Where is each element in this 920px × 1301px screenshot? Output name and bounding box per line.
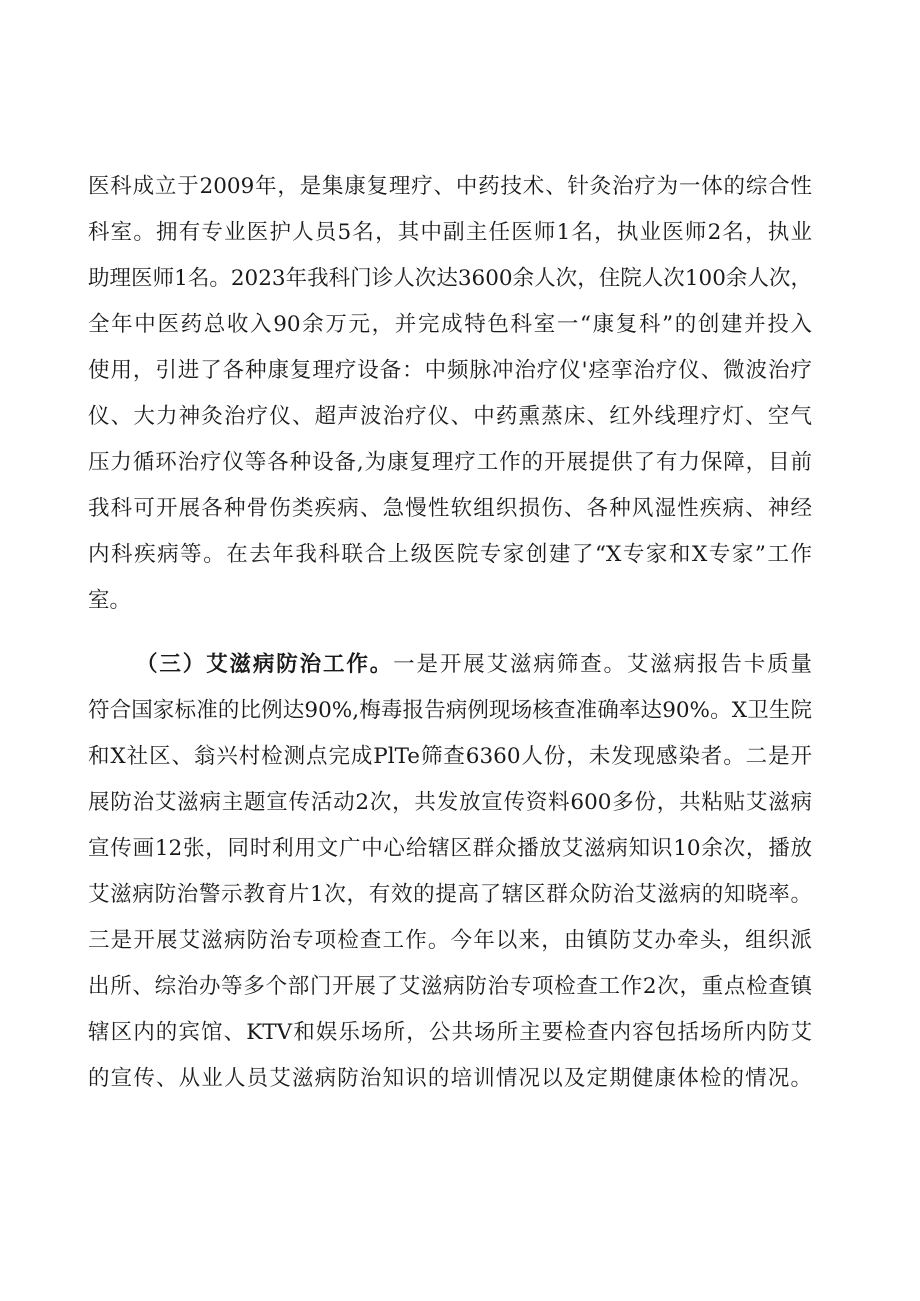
text-line: 室。 [88,588,132,613]
text-line: 内科疾病等。在去年我科联合上级医院专家创建了“X专家和X专家”工作 [88,542,812,567]
text-line: 压力循环治疗仪等各种设备,为康复理疗工作的开展提供了有力保障，目前 [88,450,812,475]
text-line: 三是开展艾滋病防治专项检查工作。今年以来，由镇防艾办牵头，组织派 [88,928,812,953]
text-line: 助理医师1名。2023年我科门诊人次达3600余人次，住院人次100余人次， [88,266,812,291]
text-line: 宣传画12张，同时利用文广中心给辖区群众播放艾滋病知识10余次，播放 [88,836,812,861]
text-line: 我科可开展各种骨伤类疾病、急慢性软组织损伤、各种风湿性疾病、神经 [88,496,812,521]
text-line: 辖区内的宾馆、KTV和娱乐场所，公共场所主要检查内容包括场所内防艾 [88,1020,812,1045]
text-line: 出所、综治办等多个部门开展了艾滋病防治专项检查工作2次，重点检查镇 [88,974,812,999]
text-line-with-heading [136,650,812,680]
text-line: 使用，引进了各种康复理疗设备：中频脉冲治疗仪'痉挛治疗仪、微波治疗 [88,358,812,383]
text-line: 的宣传、从业人员艾滋病防治知识的培训情况以及定期健康体检的情况。 [88,1066,812,1091]
text-line: 艾滋病防治警示教育片1次，有效的提高了辖区群众防治艾滋病的知晓率。 [88,882,812,907]
text-line: 仪、大力神灸治疗仪、超声波治疗仪、中药熏蒸床、红外线理疗灯、空气 [88,404,812,429]
text-line: 符合国家标准的比例达90%,梅毒报告病例现场核查准确率达90%。X卫生院 [88,698,812,723]
text-line: 全年中医药总收入90余万元，并完成特色科室一“康复科”的创建并投入 [88,312,812,337]
text-run: 一是开展艾滋病筛查。艾滋病报告卡质量 [393,652,812,677]
section-heading: （三）艾滋病防治工作。 [136,652,394,677]
text-line: 和X社区、翁兴村检测点完成PlTe筛查6360人份，未发现感染者。二是开 [88,744,812,769]
text-line: 医科成立于2009年，是集康复理疗、中药技术、针灸治疗为一体的综合性 [88,174,812,199]
text-line: 科室。拥有专业医护人员5名，其中副主任医师1名，执业医师2名，执业 [88,220,812,245]
text-line: 展防治艾滋病主题宣传活动2次，共发放宣传资料600多份，共粘贴艾滋病 [88,790,812,815]
